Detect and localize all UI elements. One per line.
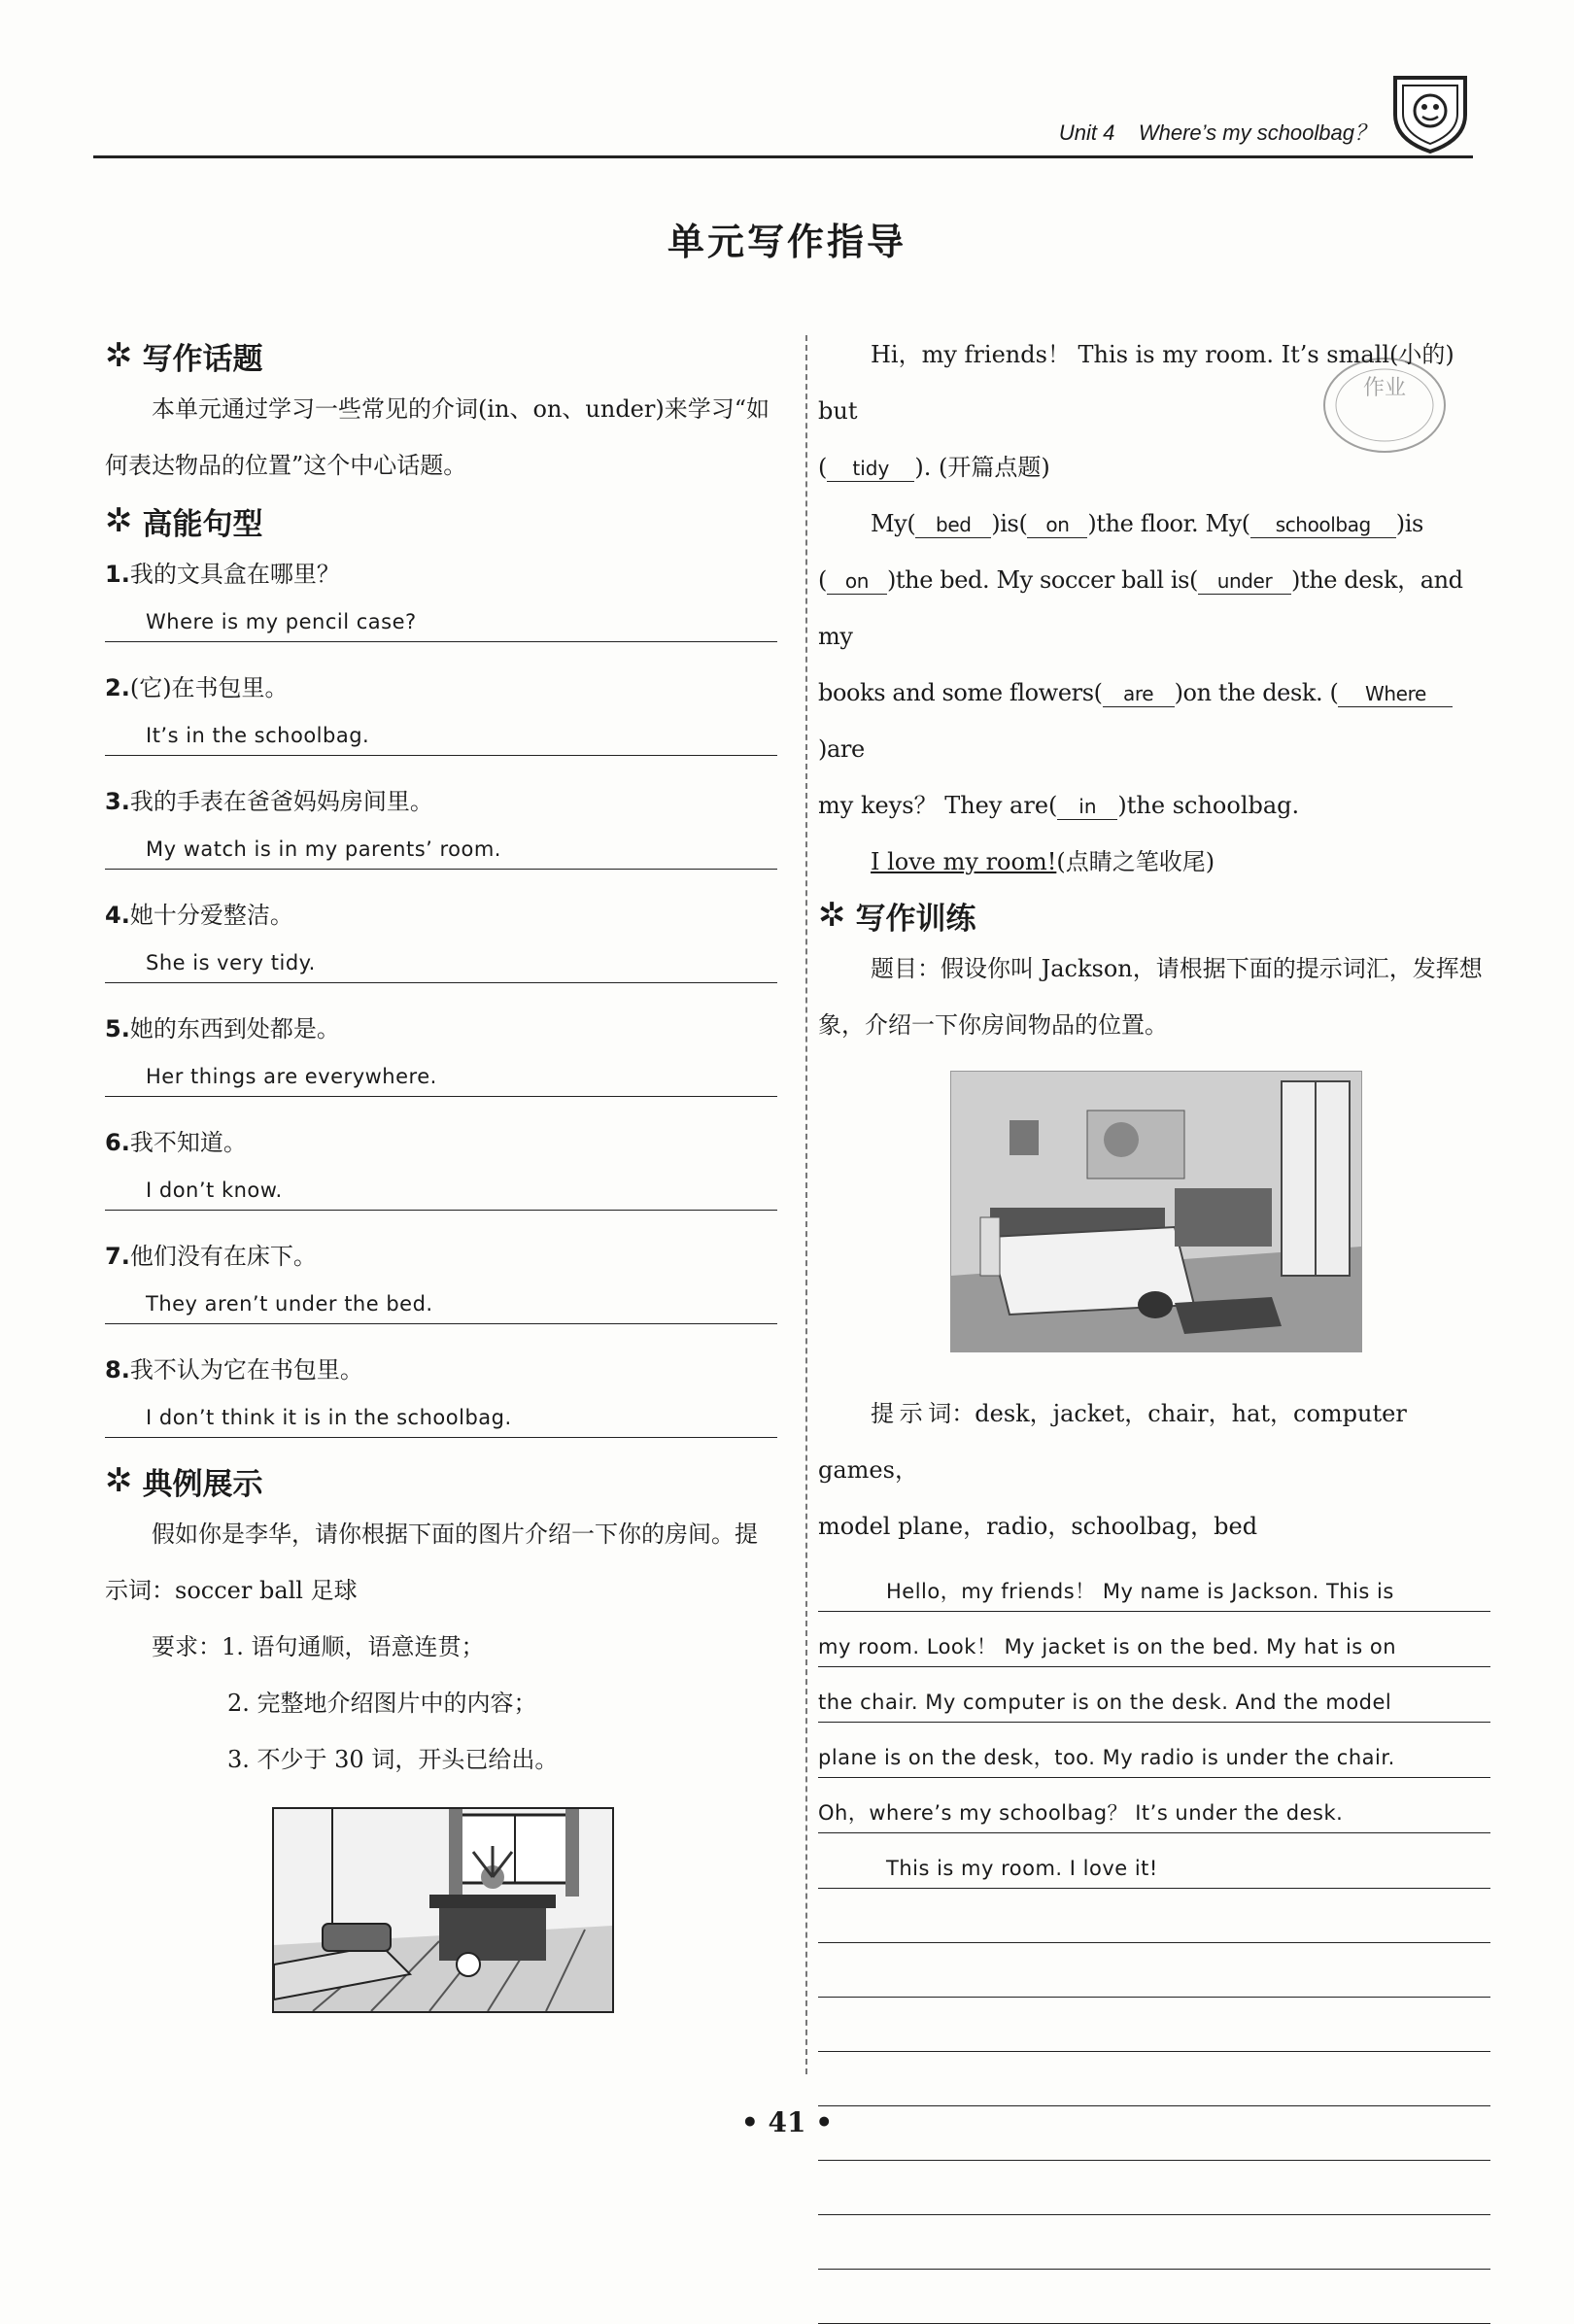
- sample-line-4: ( on )the bed. My soccer ball is( under )the desk，and my: [818, 566, 1463, 650]
- pattern-question: 4.她十分爱整洁。: [105, 902, 293, 929]
- flower-bullet-icon: ✲: [105, 336, 133, 375]
- sample-line-3: My( bed )is( on )the floor. My( schoolbag )is: [871, 510, 1423, 537]
- requirement-3: 3. 不少于 30 词，开头已给出。: [227, 1746, 559, 1773]
- pattern-question: 8.我不认为它在书包里。: [105, 1356, 363, 1384]
- flower-bullet-icon: ✲: [105, 501, 133, 540]
- hint-line-1: 提 示 词：desk，jacket，chair，hat，computer games，: [818, 1400, 1407, 1484]
- pattern-list: [105, 546, 777, 1438]
- pattern-answer: Her things are everywhere.: [105, 1057, 777, 1097]
- writing-line: my room. Look！ My jacket is on the bed. My hat is on: [818, 1612, 1490, 1667]
- pattern-answer: It’s in the schoolbag.: [105, 716, 777, 756]
- sample-line-5: books and some flowers( are )on the desk. ( Where)are: [818, 665, 1490, 777]
- blank-writing-line[interactable]: [818, 1998, 1490, 2052]
- sample-line-2: ( tidy ). (开篇点题): [818, 454, 1050, 481]
- pattern-answer: I don’t think it is in the schoolbag.: [105, 1398, 777, 1438]
- writing-area: [818, 1556, 1490, 2324]
- writing-line: Hello，my friends！ My name is Jackson. This is: [818, 1556, 1490, 1612]
- blank-answer: on: [827, 568, 887, 595]
- pattern-question: 1.我的文具盒在哪里？: [105, 561, 340, 588]
- page-title: 单元写作指导: [667, 221, 907, 263]
- blank-answer: tidy: [827, 456, 914, 482]
- pattern-answer: Where is my pencil case?: [105, 602, 777, 642]
- topic-text: 本单元通过学习一些常见的介词(in、on、under)来学习“如何表达物品的位置”这个中心话题。: [105, 395, 770, 479]
- pattern-question: 3.我的手表在爸爸妈妈房间里。: [105, 788, 433, 815]
- pattern-answer: I don’t know.: [105, 1171, 777, 1211]
- column-divider: [805, 335, 807, 2074]
- section-heading-training: ✲ 写作训练: [818, 896, 976, 937]
- example-intro: 假如你是李华，请你根据下面的图片介绍一下你的房间。提示词：soccer ball 足球: [105, 1521, 758, 1604]
- pattern-answer: She is very tidy.: [105, 943, 777, 983]
- left-column: [105, 330, 777, 2017]
- pattern-answer: My watch is in my parents’ room.: [105, 830, 777, 870]
- blank-writing-line[interactable]: [818, 1943, 1490, 1998]
- blank-answer: Where: [1338, 681, 1453, 707]
- sample-line-1: Hi，my friends！ This is my room. It’s small(小的) but: [818, 341, 1454, 425]
- writing-line: This is my room. I love it!: [818, 1833, 1490, 1889]
- blank-answer: under: [1198, 568, 1291, 595]
- blank-answer: on: [1027, 512, 1087, 538]
- header-title: Where’s my schoolbag？: [1138, 120, 1376, 145]
- pattern-question: 7.他们没有在床下。: [105, 1243, 317, 1270]
- header-unit: Unit 4: [1058, 120, 1115, 145]
- sample-line-6: my keys？ They are( in )the schoolbag.: [818, 792, 1300, 819]
- right-column: [818, 326, 1490, 2324]
- blank-answer: are: [1103, 681, 1175, 707]
- page-header: [93, 115, 1473, 158]
- writing-line: the chair. My computer is on the desk. And the model: [818, 1667, 1490, 1723]
- requirement-2: 2. 完整地介绍图片中的内容；: [227, 1690, 537, 1717]
- page-number: • 41 •: [740, 2106, 834, 2138]
- pattern-answer: They aren’t under the bed.: [105, 1284, 777, 1324]
- flower-bullet-icon: ✲: [105, 1461, 133, 1500]
- sample-line-7: I love my room!(点睛之笔收尾): [871, 848, 1215, 875]
- blank-answer: in: [1057, 794, 1117, 820]
- writing-line: Oh，where’s my schoolbag？ It’s under the desk.: [818, 1778, 1490, 1833]
- shield-logo-icon: [1387, 68, 1473, 155]
- pattern-question: 6.我不知道。: [105, 1129, 247, 1156]
- hint-line-2: model plane，radio，schoolbag，bed: [818, 1513, 1258, 1540]
- header-text: [1059, 117, 1376, 147]
- blank-writing-line[interactable]: [818, 2270, 1490, 2324]
- blank-answer: schoolbag: [1250, 512, 1396, 538]
- writing-line: plane is on the desk，too. My radio is under the chair.: [818, 1723, 1490, 1778]
- bedroom-photo: [950, 1071, 1362, 1352]
- blank-writing-line[interactable]: [818, 1889, 1490, 1943]
- pattern-question: 2.(它)在书包里。: [105, 674, 289, 701]
- section-heading-example: ✲ 典例展示: [105, 1461, 263, 1502]
- requirement-1: 要求：1. 语句通顺，语意连贯；: [152, 1633, 485, 1660]
- blank-writing-line[interactable]: [818, 2052, 1490, 2106]
- svg-text:作业: 作业: [1362, 376, 1407, 400]
- blank-writing-line[interactable]: [818, 2161, 1490, 2215]
- blank-writing-line[interactable]: [818, 2215, 1490, 2270]
- flower-bullet-icon: ✲: [818, 896, 846, 935]
- section-heading-patterns: ✲ 高能句型: [105, 501, 263, 542]
- training-prompt: 题目：假设你叫 Jackson，请根据下面的提示词汇，发挥想象，介绍一下你房间物品的位置。: [818, 955, 1483, 1039]
- pattern-question: 5.她的东西到处都是。: [105, 1015, 340, 1042]
- section-heading-topic: ✲ 写作话题: [105, 336, 263, 377]
- blank-answer: bed: [915, 512, 991, 538]
- room-illustration: [272, 1807, 614, 2013]
